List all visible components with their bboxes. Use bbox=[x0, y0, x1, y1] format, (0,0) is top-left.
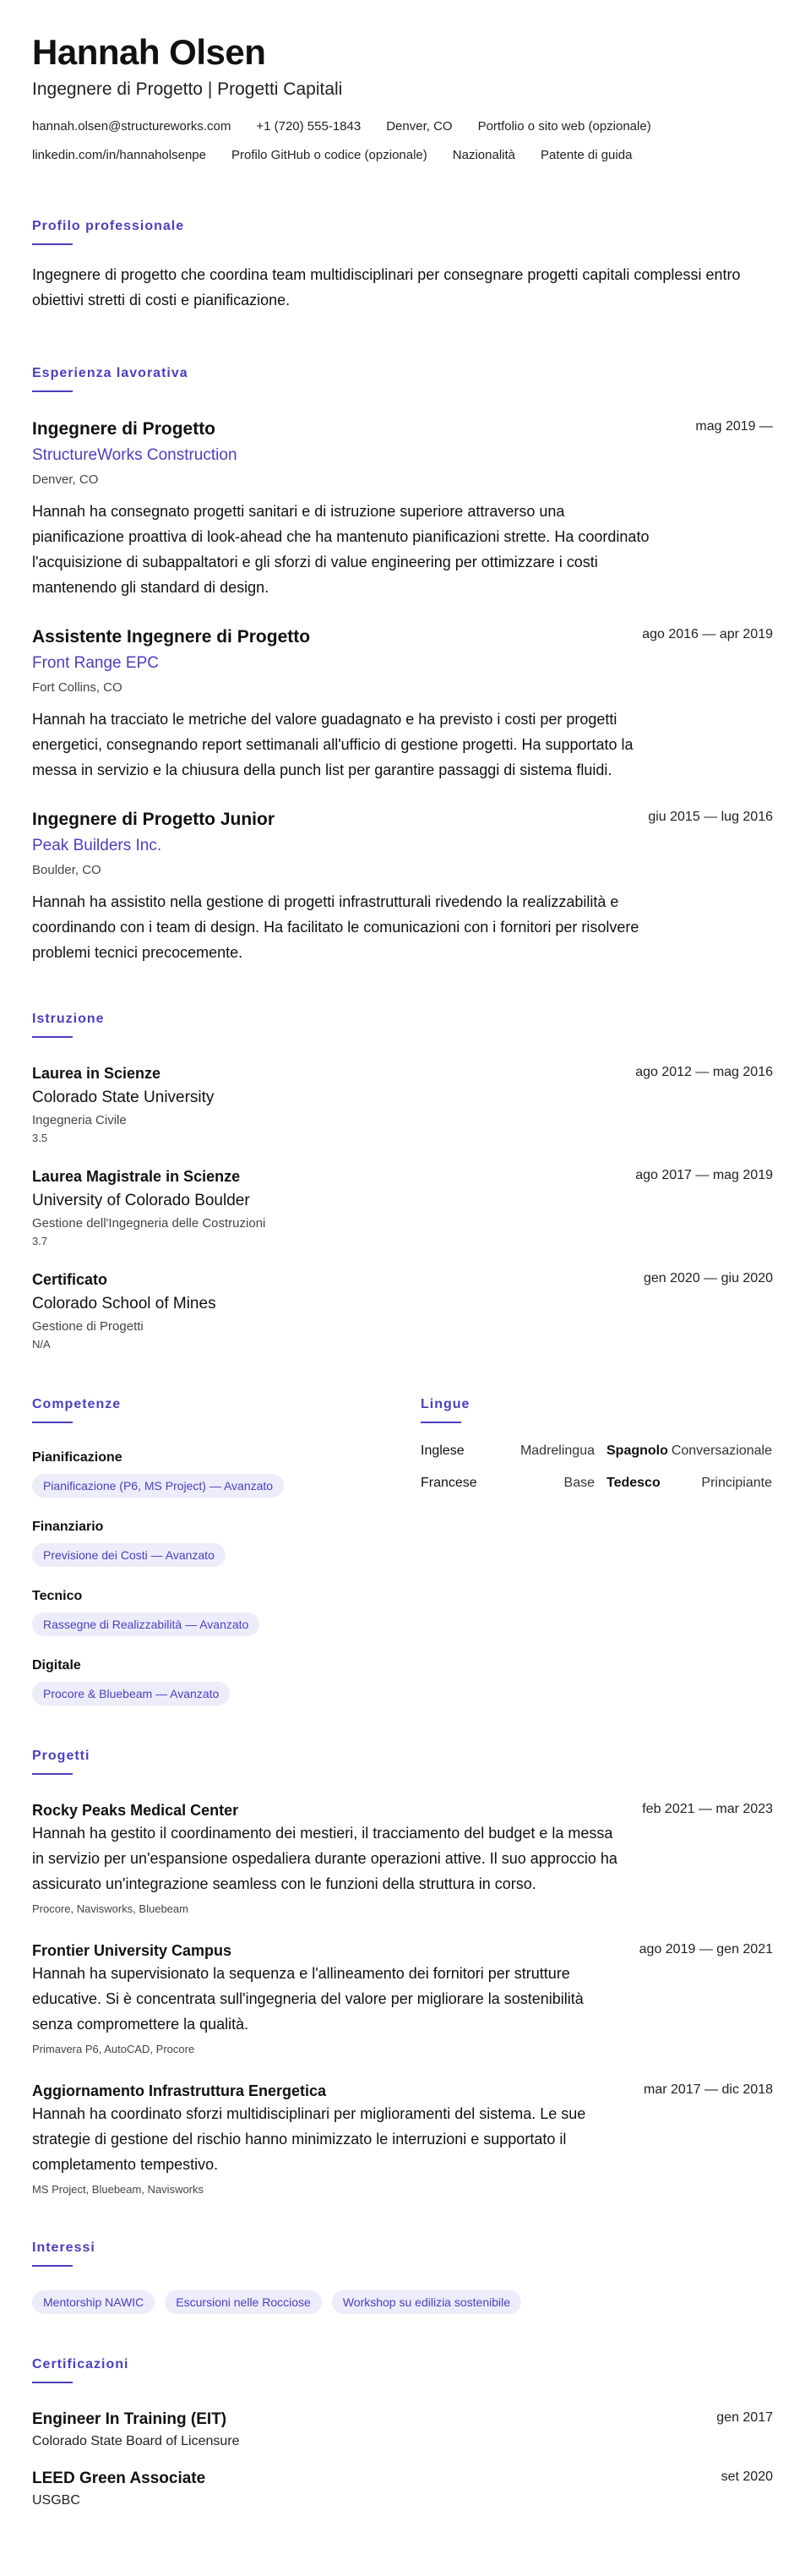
project-description: Hannah ha supervisionato la sequenza e l'allineamento dei fornitori per strutture educative. Si è concentrata sull'ingegneria del valore per migliorare la sostenibilità senza compromettere la qualità. bbox=[32, 1965, 584, 2033]
project-title: Aggiornamento Infrastruttura Energetica bbox=[32, 2082, 327, 2099]
skill-chip: Rassegne di Realizzabilità — Avanzato bbox=[32, 1613, 259, 1636]
candidate-headline: Ingegnere di Progetto | Progetti Capitali bbox=[32, 79, 343, 99]
section-title-projects: Progetti bbox=[32, 1749, 90, 1763]
section-title-languages: Lingue bbox=[421, 1397, 470, 1411]
project-entry bbox=[32, 1940, 773, 2057]
section-rule bbox=[32, 1036, 73, 1038]
project-tech: Primavera P6, AutoCAD, Procore bbox=[32, 2043, 195, 2055]
contact-nationality: Nazionalità bbox=[452, 148, 515, 162]
edu-degree: Laurea Magistrale in Scienze bbox=[32, 1168, 241, 1185]
language-name: Inglese bbox=[421, 1444, 465, 1458]
edu-degree: Certificato bbox=[32, 1271, 108, 1288]
languages-column bbox=[421, 1396, 773, 1706]
job-title: Ingegnere di Progetto Junior bbox=[32, 810, 275, 829]
contact-list bbox=[32, 118, 773, 164]
contact-phone[interactable]: +1 (720) 555-1843 bbox=[256, 119, 362, 134]
edu-field: Ingegneria Civile bbox=[32, 1113, 127, 1127]
project-title: Frontier University Campus bbox=[32, 1942, 232, 1959]
contact-location: Denver, CO bbox=[386, 119, 453, 134]
interest-chip: Mentorship NAWIC bbox=[32, 2290, 155, 2314]
skill-category: Pianificazione bbox=[32, 1450, 122, 1465]
job-description: Hannah ha assistito nella gestione di progetti infrastrutturali rivedendo la realizzabilità e coordinando con i team di design. Ha facilitato le comunicazioni con i fornitori per risolvere problemi tecnici precocemente. bbox=[32, 893, 639, 961]
project-description: Hannah ha gestito il coordinamento dei mestieri, il tracciamento del budget e la messa in servizio per un'espansione ospedaliera durante operazioni attive. Il suo approccio ha assicurato un'integrazione seamless con le funzioni della struttura in corso. bbox=[32, 1825, 617, 1892]
edu-grade: 3.7 bbox=[32, 1235, 48, 1247]
language-level: Madrelingua bbox=[519, 1444, 595, 1458]
skill-category: Digitale bbox=[32, 1658, 81, 1673]
language-level: Base bbox=[563, 1476, 595, 1490]
edu-grade: N/A bbox=[32, 1338, 51, 1351]
job-dates: ago 2016 — apr 2019 bbox=[642, 627, 773, 641]
section-rule bbox=[421, 1422, 461, 1423]
project-dates: feb 2021 — mar 2023 bbox=[642, 1802, 773, 1816]
job-dates: giu 2015 — lug 2016 bbox=[648, 810, 773, 824]
contact-linkedin[interactable]: linkedin.com/in/hannaholsenpe bbox=[32, 148, 206, 162]
project-tech: MS Project, Bluebeam, Navisworks bbox=[32, 2183, 204, 2196]
skill-chip: Previsione dei Costi — Avanzato bbox=[32, 1543, 226, 1567]
certification-entry bbox=[32, 2409, 773, 2451]
section-title-experience: Esperienza lavorativa bbox=[32, 366, 188, 380]
languages-grid bbox=[421, 1444, 773, 1491]
language-name: Tedesco bbox=[606, 1476, 661, 1490]
interest-chip: Escursioni nelle Rocciose bbox=[165, 2290, 322, 2314]
skill-chip: Procore & Bluebeam — Avanzato bbox=[32, 1682, 230, 1706]
project-entry bbox=[32, 1800, 773, 1917]
job-location: Fort Collins, CO bbox=[32, 680, 122, 695]
skills-column bbox=[32, 1396, 421, 1706]
profile-section bbox=[32, 218, 773, 313]
job-company: Front Range EPC bbox=[32, 654, 159, 672]
experience-section bbox=[32, 365, 773, 965]
language-name: Francese bbox=[421, 1476, 477, 1490]
job-description: Hannah ha consegnato progetti sanitari e di istruzione superiore attraverso una pianificazione proattiva di look-ahead che ha mantenuto pianificazioni strette. Ha coordinato l'acquisizione di subappaltatori e gli sforzi di value engineering per ottimizzare i costi mantenendo gli standard di design. bbox=[32, 503, 650, 596]
projects-section bbox=[32, 1748, 773, 2197]
job-location: Denver, CO bbox=[32, 472, 99, 487]
certification-date: set 2020 bbox=[721, 2470, 773, 2484]
candidate-name: Hannah Olsen bbox=[32, 32, 266, 72]
skill-category: Finanziario bbox=[32, 1520, 104, 1534]
education-entry bbox=[32, 1166, 773, 1249]
job-location: Boulder, CO bbox=[32, 863, 101, 877]
section-rule bbox=[32, 243, 73, 245]
job-entry bbox=[32, 625, 773, 783]
project-description: Hannah ha coordinato sforzi multidisciplinari per miglioramenti del sistema. Le sue strategie di gestione del rischio hanno minimizzato le interruzioni e supportato il completamento tempestivo. bbox=[32, 2105, 586, 2173]
project-dates: mar 2017 — dic 2018 bbox=[644, 2082, 773, 2097]
certification-entry bbox=[32, 2468, 773, 2510]
skill-group bbox=[32, 1518, 421, 1567]
section-title-profile: Profilo professionale bbox=[32, 219, 185, 233]
interests-section bbox=[32, 2240, 773, 2314]
section-title-interests: Interessi bbox=[32, 2240, 95, 2255]
certification-name: LEED Green Associate bbox=[32, 2470, 206, 2487]
edu-school: Colorado State University bbox=[32, 1089, 215, 1106]
skill-group bbox=[32, 1587, 421, 1636]
certification-issuer: Colorado State Board of Licensure bbox=[32, 2434, 240, 2448]
job-title: Ingegnere di Progetto bbox=[32, 419, 216, 439]
section-rule bbox=[32, 1773, 73, 1775]
language-level: Conversazionale bbox=[671, 1444, 772, 1458]
skill-group bbox=[32, 1656, 421, 1706]
education-entry bbox=[32, 1063, 773, 1146]
certification-issuer: USGBC bbox=[32, 2493, 80, 2508]
interest-chip: Workshop su edilizia sostenibile bbox=[332, 2290, 521, 2314]
job-entry bbox=[32, 808, 773, 965]
skill-category: Tecnico bbox=[32, 1589, 83, 1603]
skill-chip: Pianificazione (P6, MS Project) — Avanzato bbox=[32, 1474, 284, 1498]
edu-grade: 3.5 bbox=[32, 1132, 48, 1144]
resume-header bbox=[32, 32, 773, 164]
skills-languages-section bbox=[32, 1396, 773, 1706]
job-company: StructureWorks Construction bbox=[32, 446, 237, 464]
language-name: Spagnolo bbox=[606, 1444, 668, 1458]
section-title-certifications: Certificazioni bbox=[32, 2357, 129, 2371]
project-entry bbox=[32, 2081, 773, 2197]
profile-text: Ingegnere di progetto che coordina team multidisciplinari per consegnare progetti capitali complessi entro obiettivi stretti di costi e pianificazione. bbox=[32, 266, 741, 308]
project-title: Rocky Peaks Medical Center bbox=[32, 1802, 239, 1819]
section-rule bbox=[32, 1422, 73, 1423]
edu-dates: gen 2020 — giu 2020 bbox=[643, 1271, 773, 1285]
edu-school: University of Colorado Boulder bbox=[32, 1192, 250, 1209]
education-section bbox=[32, 1011, 773, 1352]
section-rule bbox=[32, 2265, 73, 2267]
project-tech: Procore, Navisworks, Bluebeam bbox=[32, 1902, 188, 1915]
edu-field: Gestione di Progetti bbox=[32, 1319, 144, 1334]
certification-name: Engineer In Training (EIT) bbox=[32, 2410, 227, 2428]
edu-dates: ago 2017 — mag 2019 bbox=[635, 1168, 773, 1182]
section-rule bbox=[32, 390, 73, 392]
edu-school: Colorado School of Mines bbox=[32, 1295, 216, 1313]
education-entry bbox=[32, 1269, 773, 1352]
job-description: Hannah ha tracciato le metriche del valore guadagnato e ha previsto i costi per progetti energetici, consegnando report settimanali all'ufficio di gestione progetti. Ha supportato la messa in servizio e la chiusura della punch list per garantire passaggi di sistema fluidi. bbox=[32, 711, 634, 778]
edu-degree: Laurea in Scienze bbox=[32, 1065, 161, 1082]
certification-date: gen 2017 bbox=[716, 2410, 773, 2425]
language-level: Principiante bbox=[701, 1476, 772, 1490]
project-dates: ago 2019 — gen 2021 bbox=[639, 1942, 773, 1957]
job-entry bbox=[32, 418, 773, 600]
edu-dates: ago 2012 — mag 2016 bbox=[635, 1065, 773, 1079]
contact-email[interactable]: hannah.olsen@structureworks.com bbox=[32, 119, 231, 134]
section-rule bbox=[32, 2382, 73, 2383]
skill-group bbox=[32, 1449, 421, 1498]
interests-list bbox=[32, 2290, 773, 2314]
contact-portfolio[interactable]: Portfolio o sito web (opzionale) bbox=[477, 119, 651, 134]
certifications-section bbox=[32, 2356, 773, 2510]
edu-field: Gestione dell'Ingegneria delle Costruzioni bbox=[32, 1216, 266, 1231]
job-company: Peak Builders Inc. bbox=[32, 837, 162, 854]
contact-license: Patente di guida bbox=[541, 148, 633, 162]
contact-github[interactable]: Profilo GitHub o codice (opzionale) bbox=[231, 148, 427, 162]
section-title-skills: Competenze bbox=[32, 1397, 122, 1411]
section-title-education: Istruzione bbox=[32, 1012, 105, 1026]
job-title: Assistente Ingegnere di Progetto bbox=[32, 627, 311, 647]
job-dates: mag 2019 — bbox=[695, 419, 773, 434]
